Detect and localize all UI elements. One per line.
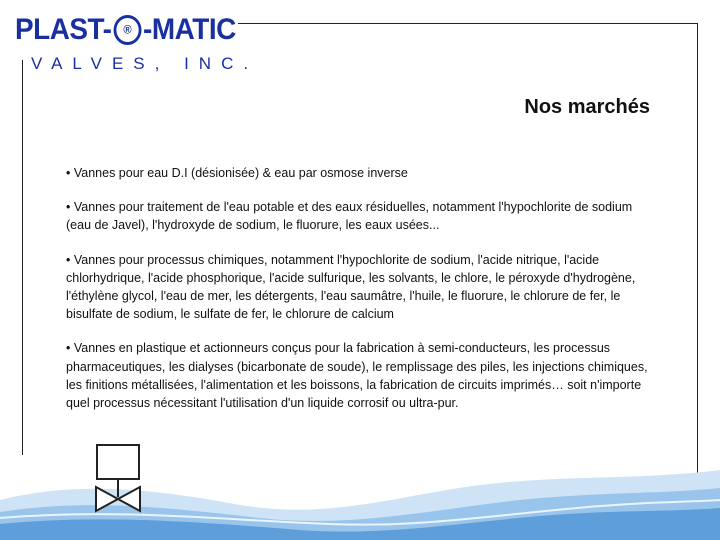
- page-title: Nos marchés: [524, 96, 650, 118]
- bullet-item: • Vannes pour eau D.I (désionisée) & eau par osmose inverse: [66, 166, 408, 180]
- bullet-item: • Vannes pour traitement de l'eau potable et des eaux résiduelles, notamment l'hypochlorite de sodium (eau de Javel), l'hydroxyde de sodium, le fluorure, les eaux usées...: [66, 200, 633, 233]
- bullet-list: [66, 164, 660, 428]
- frame-line-top: [238, 23, 698, 24]
- bullet-item: • Vannes pour processus chimiques, notamment l'hypochlorite de sodium, l'acide nitrique, l'acide chlorhydrique, l'acide phosphorique, l'acide sulfurique, les solvants, le chlore, le péroxyde d'hydrogène, l'éthylène glycol, l'eau de mer, les détergents, l'eau saumâtre, l'huile, le fluorure, le chlorure de fer, le bisulfate de sodium, le sulfate de fer, le chlorure de calcium: [66, 252, 636, 322]
- frame-line-right: [697, 23, 698, 478]
- valve-icon: [93, 442, 143, 522]
- brand-subtitle: VALVES, INC.: [31, 54, 259, 73]
- registered-circle-icon: [113, 15, 141, 45]
- brand-name-right: -MATIC: [143, 13, 236, 47]
- bullet-item: • Vannes en plastique et actionneurs conçus pour la fabrication à semi-conducteurs, les processus pharmaceutiques, les dialyses (bicarbonate de soude), le remplissage des piles, les injections chimiques, les finitions métallisées, l'alimentation et les boissons, la fabrication de circuits imprimés… soit n'importe quel processus nécessitant l'utilisation d'un liquide corrosif ou ultra-pur.: [66, 341, 648, 411]
- brand-name: [15, 12, 236, 47]
- brand-logo: [15, 10, 259, 73]
- frame-line-left: [22, 60, 23, 455]
- brand-name-left: PLAST-: [15, 13, 112, 47]
- registered-mark: ®: [123, 22, 132, 37]
